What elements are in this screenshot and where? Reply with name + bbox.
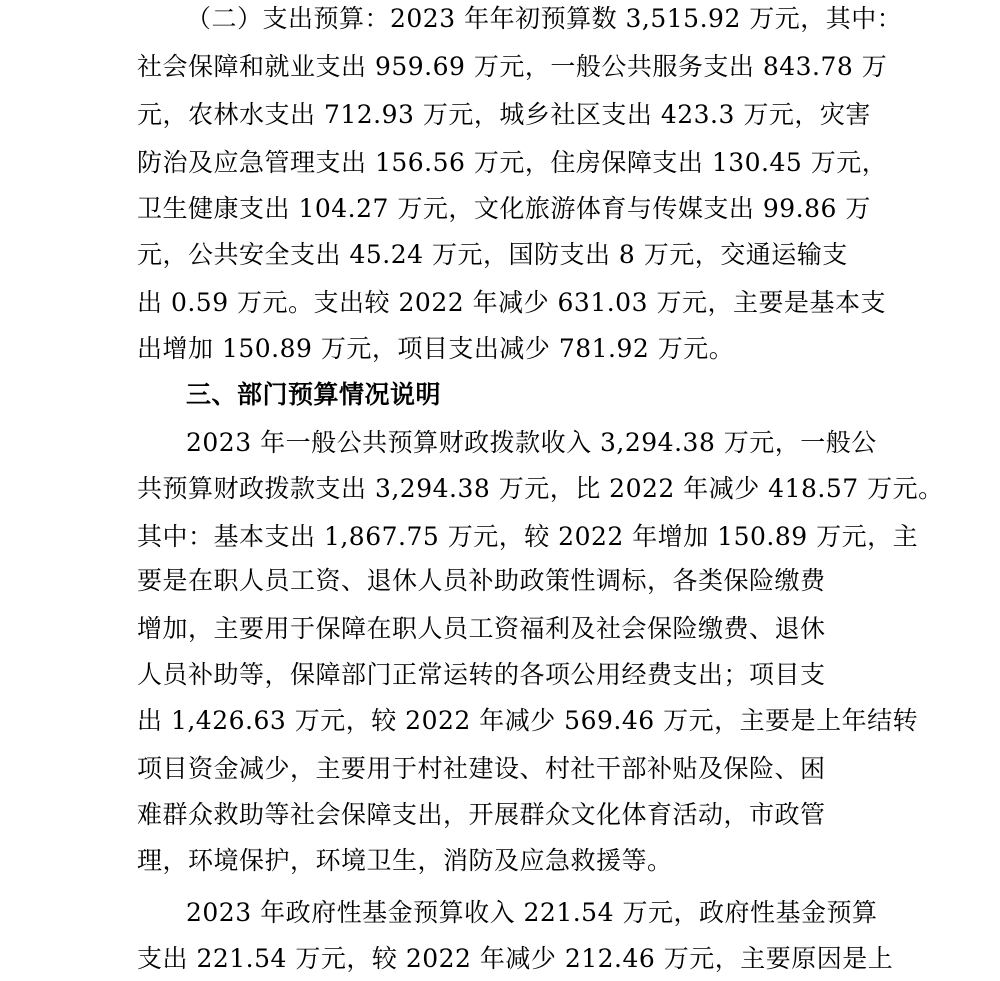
paragraph-general-budget-line-4: 要是在职人员工资、退休人员补助政策性调标，各类保险缴费: [137, 566, 826, 595]
paragraph-general-budget-line-1: 2023 年一般公共预算财政拨款收入 3,294.38 万元，一般公: [186, 428, 877, 457]
paragraph-general-budget-line-10: 理，环境保护，环境卫生，消防及应急救援等。: [137, 846, 673, 875]
paragraph-fund-budget-line-1: 2023 年政府性基金预算收入 221.54 万元，政府性基金预算: [186, 898, 878, 927]
paragraph-expenditure-line-7: 出 0.59 万元。支出较 2022 年减少 631.03 万元，主要是基本支: [137, 288, 886, 317]
paragraph-general-budget-line-8: 项目资金减少，主要用于村社建设、村社干部补贴及保险、困: [137, 754, 826, 783]
paragraph-general-budget-line-7: 出 1,426.63 万元，较 2022 年减少 569.46 万元，主要是上年结转: [137, 706, 919, 735]
paragraph-general-budget-line-3: 其中：基本支出 1,867.75 万元，较 2022 年增加 150.89 万元，主: [137, 522, 919, 551]
paragraph-general-budget-line-9: 难群众救助等社会保障支出，开展群众文化体育活动，市政管: [137, 800, 826, 829]
paragraph-expenditure-line-2: 社会保障和就业支出 959.69 万元，一般公共服务支出 843.78 万: [137, 52, 888, 81]
paragraph-general-budget-line-6: 人员补助等，保障部门正常运转的各项公用经费支出；项目支: [137, 660, 826, 689]
section-heading: 三、部门预算情况说明: [186, 380, 442, 409]
paragraph-general-budget-line-2: 共预算财政拨款支出 3,294.38 万元，比 2022 年减少 418.57 万元。: [137, 474, 944, 503]
paragraph-general-budget-line-5: 增加，主要用于保障在职人员工资福利及社会保险缴费、退休: [137, 614, 826, 643]
paragraph-expenditure-line-8: 出增加 150.89 万元，项目支出减少 781.92 万元。: [137, 334, 735, 363]
paragraph-expenditure-line-4: 防治及应急管理支出 156.56 万元，住房保障支出 130.45 万元，: [137, 148, 888, 177]
paragraph-expenditure-line-1: （二）支出预算：2023 年年初预算数 3,515.92 万元，其中：: [186, 4, 903, 33]
paragraph-expenditure-line-6: 元，公共安全支出 45.24 万元，国防支出 8 万元，交通运输支: [137, 240, 848, 269]
paragraph-expenditure-line-5: 卫生健康支出 104.27 万元，文化旅游体育与传媒支出 99.86 万: [137, 194, 871, 223]
paragraph-expenditure-line-3: 元，农林水支出 712.93 万元，城乡社区支出 423.3 万元，灾害: [137, 100, 871, 129]
paragraph-fund-budget-line-2: 支出 221.54 万元，较 2022 年减少 212.46 万元，主要原因是上: [137, 944, 894, 973]
